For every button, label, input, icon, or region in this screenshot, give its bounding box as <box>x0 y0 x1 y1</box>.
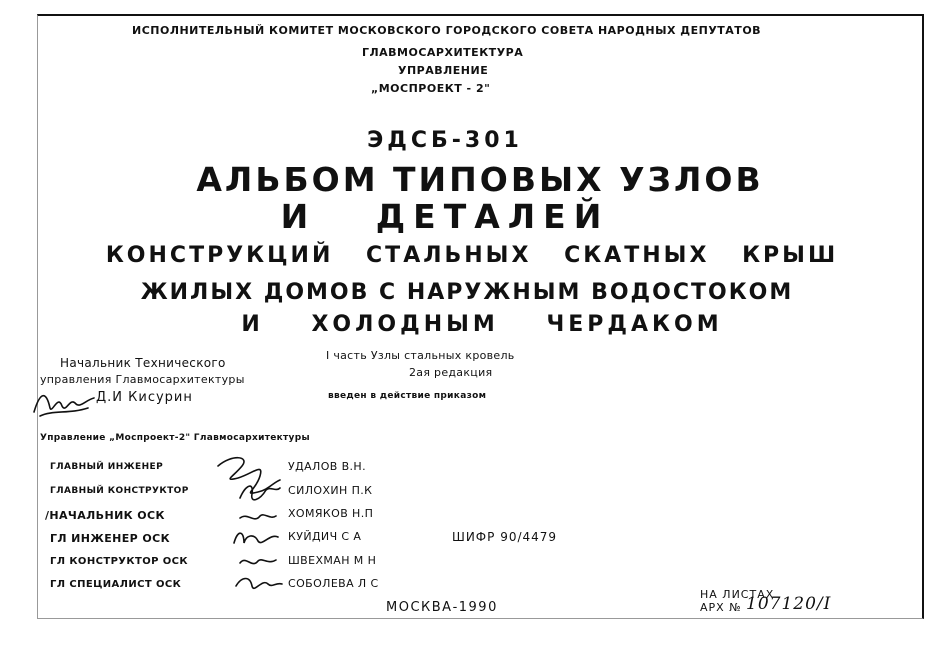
signatory-role: ГЛАВНЫЙ КОНСТРУКТОР <box>50 486 189 496</box>
approval-line1: Начальник Технического <box>60 356 226 370</box>
signatory-name: ШВЕХМАН М Н <box>288 554 377 567</box>
enacted-by-order: введен в действие приказом <box>328 391 487 401</box>
sheets-label: НА ЛИСТАХ <box>700 588 775 601</box>
approval-line2: управления Главмосархитектуры <box>40 373 245 386</box>
part-title: I часть Узлы стальных кровель <box>326 349 515 362</box>
archive-number: 107120/I <box>746 594 832 614</box>
signatory-name: ХОМЯКОВ Н.П <box>288 507 374 520</box>
title-line4: ЖИЛЫХ ДОМОВ С НАРУЖНЫМ ВОДОСТОКОМ <box>140 280 794 305</box>
edition: 2ая редакция <box>409 366 493 379</box>
signatory-role: ГЛАВНЫЙ ИНЖЕНЕР <box>50 462 164 472</box>
signatory-role: ГЛ ИНЖЕНЕР ОСК <box>50 532 170 545</box>
album-code: ЭДСБ-301 <box>367 128 523 153</box>
header-line2: ГЛАВМОСАРХИТЕКТУРА <box>362 46 524 59</box>
signature-kuydich-image <box>230 525 282 551</box>
header-line1: ИСПОЛНИТЕЛЬНЫЙ КОМИТЕТ МОСКОВСКОГО ГОРОДСКОГО СОВЕТА НАРОДНЫХ ДЕПУТАТОВ <box>132 24 762 37</box>
signatory-name: СИЛОХИН П.К <box>288 484 373 497</box>
title-line3: КОНСТРУКЦИЙ СТАЛЬНЫХ СКАТНЫХ КРЫШ <box>105 243 839 268</box>
archive-label: АРХ № <box>700 601 742 614</box>
header-line3: УПРАВЛЕНИЕ <box>398 64 489 77</box>
department-line: Управление „Моспроект-2" Главмосархитектуры <box>40 433 310 443</box>
signatory-name: УДАЛОВ В.Н. <box>288 460 367 473</box>
cipher: ШИФР 90/4479 <box>452 530 558 544</box>
title-line1: АЛЬБОМ ТИПОВЫХ УЗЛОВ <box>196 160 764 199</box>
city-year: МОСКВА-1990 <box>386 600 498 615</box>
header-line4: „МОСПРОЕКТ - 2" <box>371 82 491 95</box>
signatory-role: /НАЧАЛЬНИК ОСК <box>45 509 165 522</box>
title-line2: И ДЕТАЛЕЙ <box>280 197 610 236</box>
signatory-role: ГЛ КОНСТРУКТОР ОСК <box>50 556 188 567</box>
signatory-name: КУЙДИЧ С А <box>288 530 362 543</box>
title-line5: И ХОЛОДНЫМ ЧЕРДАКОМ <box>241 312 723 337</box>
signature-shvekhman-image <box>236 551 280 573</box>
signature-silokhin-image <box>236 478 284 508</box>
signatory-name: СОБОЛЕВА Л С <box>288 577 379 590</box>
signature-kisurin-image <box>30 384 100 424</box>
signature-soboleva-image <box>232 572 284 596</box>
signatory-role: ГЛ СПЕЦИАЛИСТ ОСК <box>50 579 182 590</box>
approval-name: Д.И Кисурин <box>96 390 193 405</box>
